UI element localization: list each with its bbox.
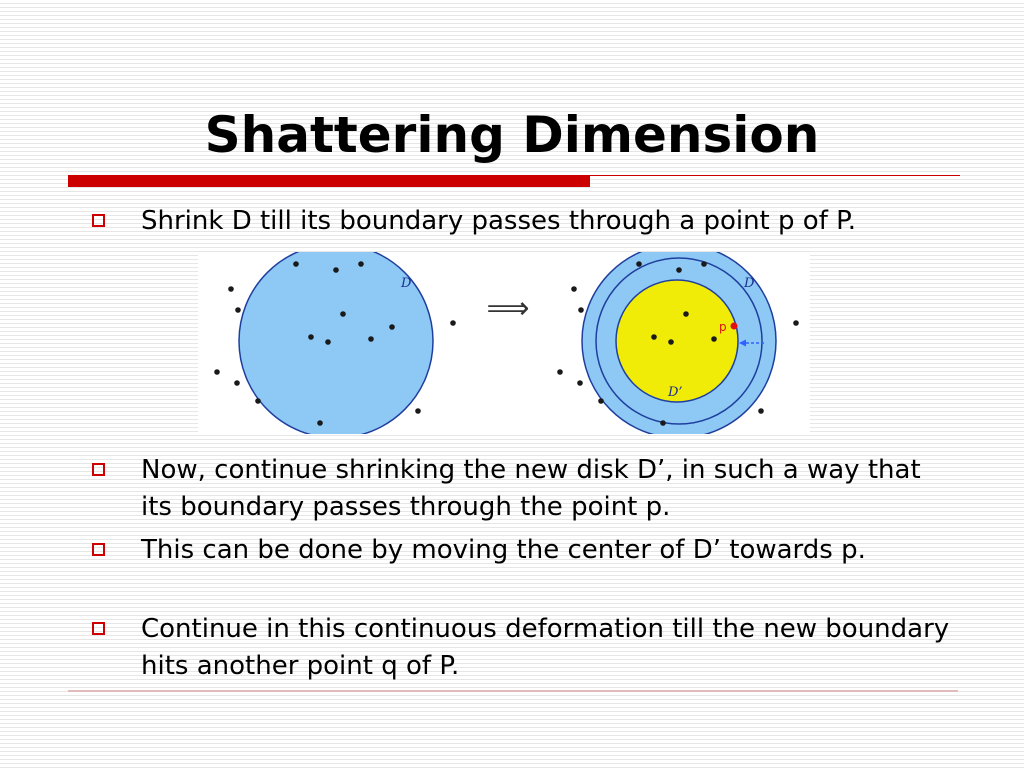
point (701, 261, 707, 267)
point (660, 420, 666, 426)
point (758, 408, 764, 414)
implies-arrow-icon: ⟹ (486, 291, 530, 326)
point-p-label: p (719, 320, 727, 334)
bullet-text-2: Now, continue shrinking the new disk D’, in such a way that its boundary passes through the point p. (141, 455, 921, 522)
point (557, 369, 563, 375)
point (711, 336, 717, 342)
disk-shrinking-figure (198, 252, 810, 434)
point (415, 408, 421, 414)
point (235, 307, 241, 313)
point (450, 320, 456, 326)
point (571, 286, 577, 292)
point (333, 267, 339, 273)
point (358, 261, 364, 267)
disk-D-prime-label: D’ (668, 385, 683, 400)
point (668, 339, 674, 345)
point (389, 324, 395, 330)
bullet-text-4: Continue in this continuous deformation till the new boundary hits another point q of P. (141, 614, 950, 681)
disk-D-label-left: D (401, 276, 412, 291)
point (255, 398, 261, 404)
point (636, 261, 642, 267)
bullet-item-1 (92, 203, 952, 240)
point (293, 261, 299, 267)
point-p-marker (731, 323, 738, 330)
footer-rule (68, 690, 958, 692)
slide-title: Shattering Dimension (204, 106, 820, 164)
bullet-item-3 (92, 532, 952, 569)
bullet-item-2 (92, 452, 952, 526)
bullet-item-4 (92, 611, 952, 685)
square-bullet-icon (92, 214, 105, 227)
point (234, 380, 240, 386)
point (214, 369, 220, 375)
point (793, 320, 799, 326)
square-bullet-icon (92, 463, 105, 476)
point (228, 286, 234, 292)
point (317, 420, 323, 426)
point (676, 267, 682, 273)
title-rule-accent (68, 175, 590, 187)
bullet-text-1: Shrink D till its boundary passes through a point p of P. (141, 206, 856, 236)
point (308, 334, 314, 340)
disk-D-label-right: D (744, 276, 755, 291)
point (577, 380, 583, 386)
point (598, 398, 604, 404)
point (368, 336, 374, 342)
bullet-text-3: This can be done by moving the center of D’ towards p. (141, 535, 866, 565)
disk-D-prime (616, 280, 738, 402)
square-bullet-icon (92, 543, 105, 556)
point (325, 339, 331, 345)
point (578, 307, 584, 313)
point (340, 311, 346, 317)
point (651, 334, 657, 340)
title-rule-thin (590, 175, 960, 176)
point (683, 311, 689, 317)
square-bullet-icon (92, 622, 105, 635)
